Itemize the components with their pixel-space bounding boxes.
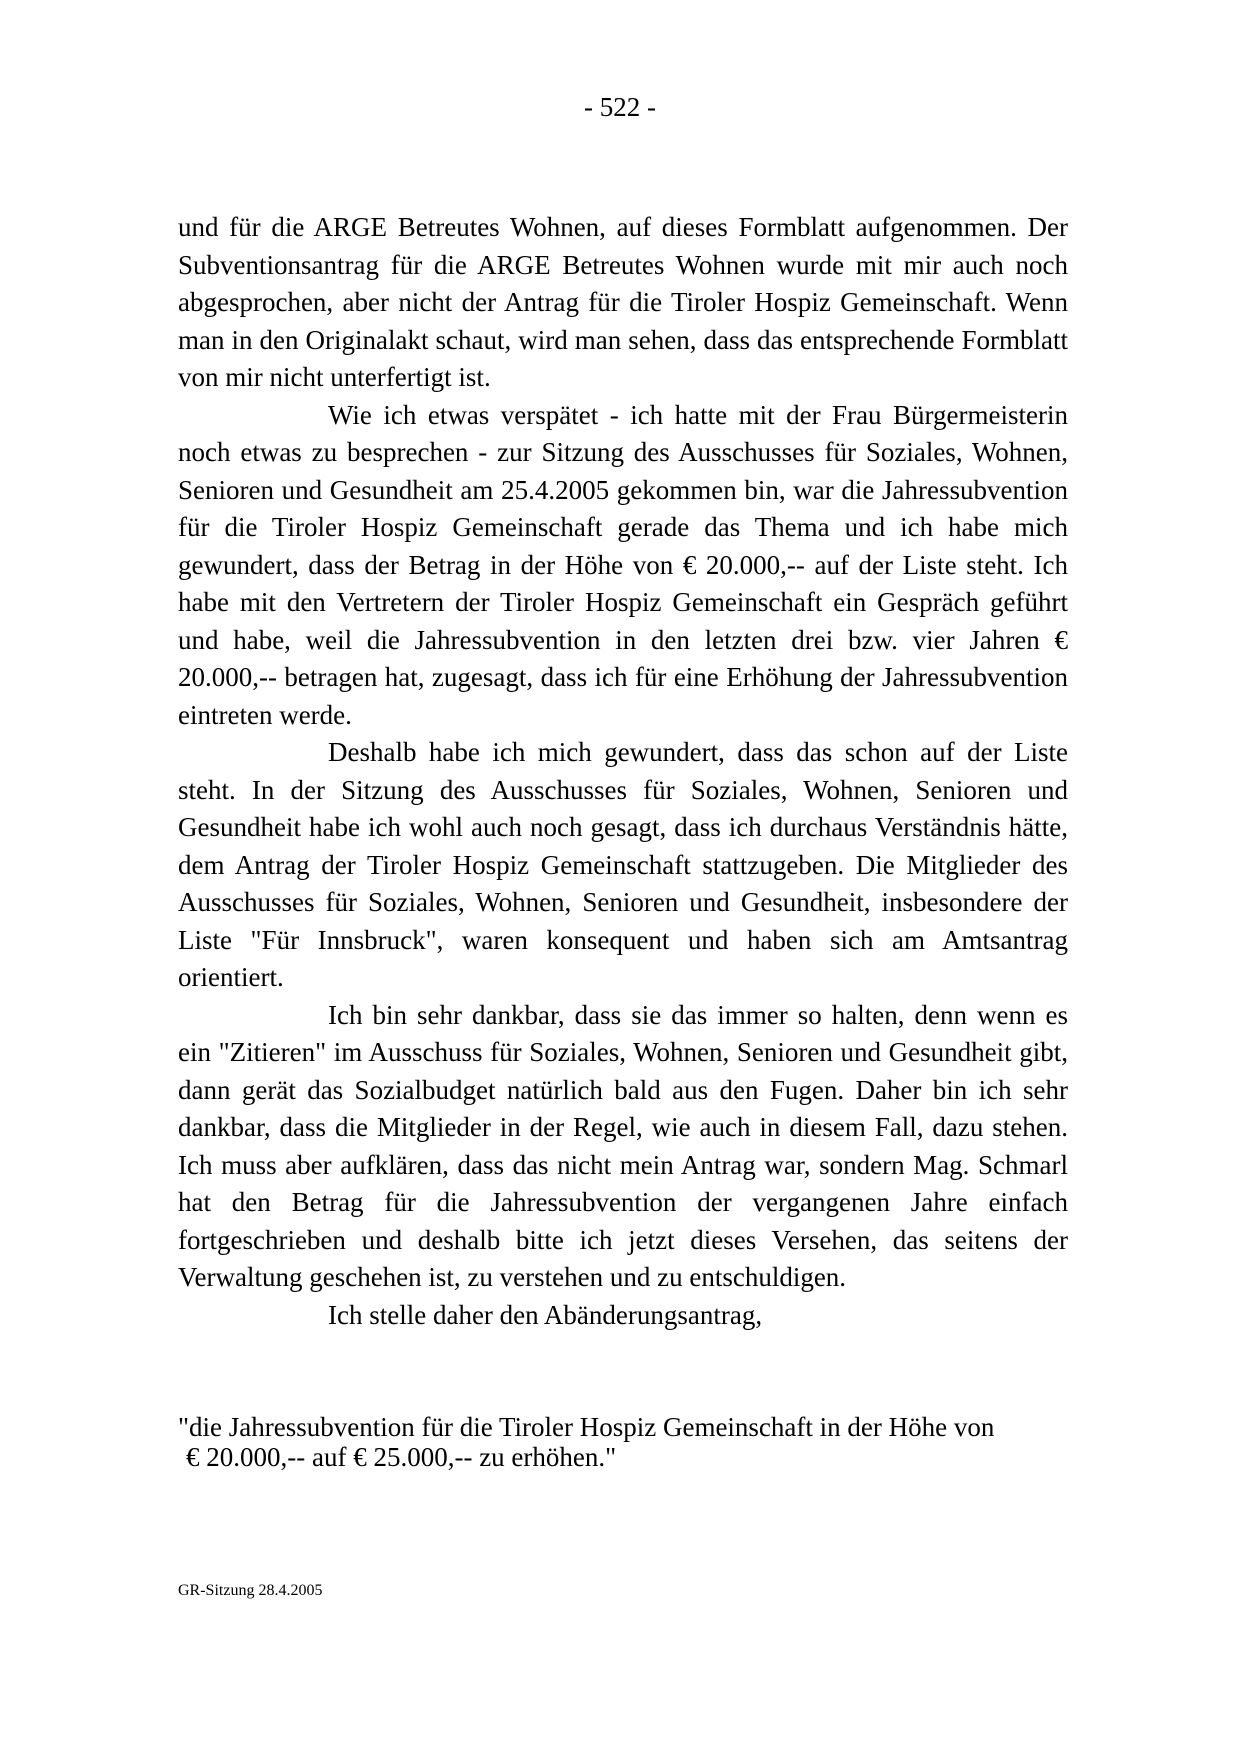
paragraph: Ich bin sehr dankbar, dass sie das immer so halten, denn wenn es ein "Zitieren" im Ausschuss für Soziales, Wohnen, Senioren und Gesundheit gibt, dann gerät das Sozialbudget natürlich bald aus den Fugen. Daher bin ich sehr dankbar, dass die Mitglieder in der Regel, wie auch in diesem Fall, dazu stehen. Ich muss aber aufklären, dass das nicht mein Antrag war, sondern Mag. Schmarl hat den Betrag für die Jahressubvention der vergangenen Jahre einfach fortgeschrieben und deshalb bitte ich jetzt dieses Versehen, das seitens der Verwaltung geschehen ist, zu verstehen und zu entschuldigen.	[178, 999, 1068, 1292]
body-text	[178, 209, 1068, 1334]
paragraph: Wie ich etwas verspätet - ich hatte mit der Frau Bürgermeisterin noch etwas zu besprechen - zur Sitzung des Ausschusses für Soziales, Wohnen, Senioren und Gesundheit am 25.4.2005 gekommen bin, war die Jahressubvention für die Tiroler Hospiz Gemeinschaft gerade das Thema und ich habe mich gewundert, dass der Betrag in der Höhe von € 20.000,-- auf der Liste steht. Ich habe mit den Vertretern der Tiroler Hospiz Gemeinschaft ein Gespräch geführt und habe, weil die Jahressubvention in den letzten drei bzw. vier Jahren € 20.000,-- betragen hat, zugesagt, dass ich für eine Erhöhung der Jahressubvention eintreten werde.	[178, 399, 1068, 730]
motion-quote-line-2: € 20.000,-- auf € 25.000,-- zu erhöhen."	[186, 1442, 617, 1472]
paragraph: Ich stelle daher den Abänderungsantrag,	[328, 1299, 763, 1330]
footer-session-label: GR-Sitzung 28.4.2005	[178, 1582, 323, 1599]
motion-quote	[178, 1412, 1068, 1472]
paragraph: und für die ARGE Betreutes Wohnen, auf dieses Formblatt aufgenommen. Der Subventionsantrag für die ARGE Betreutes Wohnen wurde mit mir auch noch abgesprochen, aber nicht der Antrag für die Tiroler Hospiz Gemeinschaft. Wenn man in den Originalakt schaut, wird man sehen, dass das entsprechende Formblatt von mir nicht unterfertigt ist.	[178, 212, 1068, 392]
page-number: - 522 -	[584, 92, 656, 122]
paragraph: Deshalb habe ich mich gewundert, dass das schon auf der Liste steht. In der Sitzung des Ausschusses für Soziales, Wohnen, Senioren und Gesundheit habe ich wohl auch noch gesagt, dass ich durchaus Verständnis hätte, dem Antrag der Tiroler Hospiz Gemeinschaft stattzugeben. Die Mitglieder des Ausschusses für Soziales, Wohnen, Senioren und Gesundheit, insbesondere der Liste "Für Innsbruck", waren konsequent und haben sich am Amtsantrag orientiert.	[178, 737, 1068, 992]
motion-quote-line-1: "die Jahressubvention für die Tiroler Hospiz Gemeinschaft in der Höhe von	[178, 1412, 995, 1442]
